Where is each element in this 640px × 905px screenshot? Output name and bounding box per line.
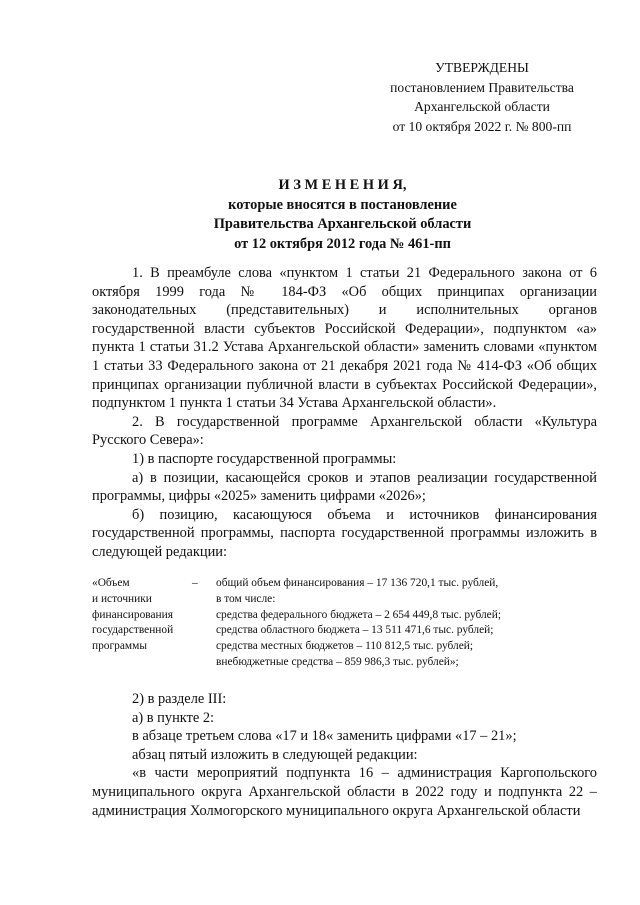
table-cell: внебюджетные средства – 859 986,3 тыс. рублей»; [216,655,459,668]
title-line: И З М Е Н Е Н И Я, [278,177,407,193]
approval-line: от 10 октября 2022 г. № 800-пп [392,118,572,134]
table-cell: средства областного бюджета – 13 511 471,6 тыс. рублей; [216,624,494,637]
table-cell: программы [92,640,147,653]
table-cell: государственной [92,624,174,637]
paragraph: а) в позиции, касающейся сроков и этапов реализации государственной программы, цифры «2025» заменить цифрами «2026»; [92,469,597,505]
title-line: которые вносятся в постановление [228,196,457,213]
paragraph: а) в пункте 2: [132,709,215,726]
paragraph: б) позицию, касающуюся объема и источников финансирования государственной программы, паспорта государственной программы изложить в следующей редакции: [92,506,597,560]
table-cell: «Объем [92,577,130,589]
document-body-continued [92,690,597,820]
table-cell: средства федерального бюджета – 2 654 449,8 тыс. рублей; [216,608,502,621]
table-left-column [92,576,187,655]
document-body [92,264,597,562]
approval-line: постановлением Правительства [390,79,574,95]
approval-block [372,58,592,136]
paragraph: абзац пятый изложить в следующей редакции: [132,746,418,763]
paragraph: в абзаце третьем слова «17 и 18« заменить цифрами «17 – 21»; [132,728,517,745]
approval-line: УТВЕРЖДЕНЫ [435,60,529,75]
title-line: Правительства Архангельской области [213,216,472,232]
paragraph: 1) в паспорте государственной программы: [132,450,397,467]
table-cell: общий объем финансирования – 17 136 720,1 тыс. рублей, [216,577,499,589]
table-right-column [216,576,596,671]
table-cell: средства местных бюджетов – 110 812,5 тыс. рублей; [216,640,474,653]
title-line: от 12 октября 2012 года № 461-пп [234,235,451,252]
paragraph: 1. В преамбуле слова «пунктом 1 статьи 21 Федерального закона от 6 октября 1999 года № 184-ФЗ «Об общих принципах организации законодательных (представительных) и исполнительных органов государственной власти субъектов Российской Федерации», подпунктом «а» пункта 1 статьи 31.2 Устава Архангельской области» заменить словами «пунктом 1 статьи 33 Федерального закона от 21 декабря 2021 года № 414-ФЗ «Об общих принципах организации публичной власти в субъектах Российской Федерации», подпунктом 1 пункта 1 статьи 34 Устава Архангельской области». [92,265,597,412]
table-cell: в том числе: [216,592,276,605]
paragraph: 2. В государственной программе Архангельской области «Культура Русского Севера»: [92,413,597,449]
table-cell: и источники [92,592,152,605]
approval-line: Архангельской области [414,99,550,114]
paragraph: «в части мероприятий подпункта 16 – администрация Каргопольского муниципального округа Архангельской области в 2022 году и подпункта 22 – администрация Холмогорского муниципального округа Архангельской области [92,765,597,819]
document-title [90,176,595,254]
paragraph: 2) в разделе III: [132,691,227,707]
table-dash: – [192,577,198,589]
table-cell: финансирования [92,608,173,621]
